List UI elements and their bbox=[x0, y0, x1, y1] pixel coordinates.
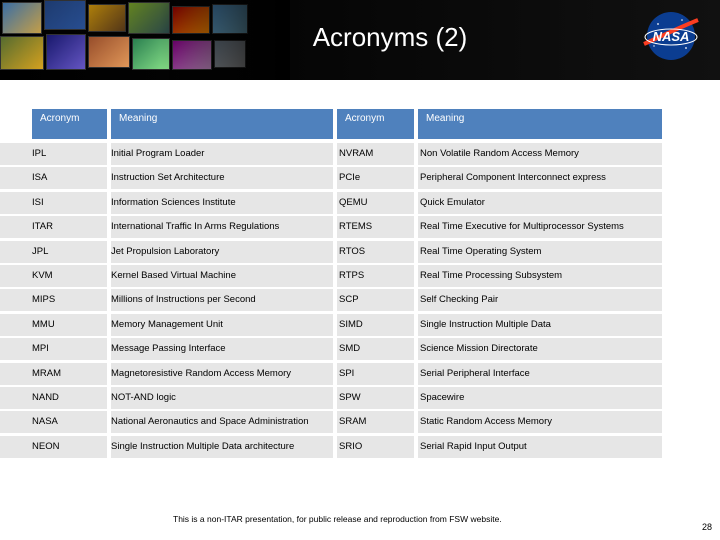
meaning-cell: Information Sciences Institute bbox=[111, 192, 333, 214]
meaning-cell: Spacewire bbox=[418, 387, 662, 409]
acronym-cell: RTPS bbox=[337, 265, 414, 287]
meaning-cell: Real Time Executive for Multiprocessor Systems bbox=[418, 216, 662, 238]
acronym-cell: SCP bbox=[337, 289, 414, 311]
meaning-cell: Magnetoresistive Random Access Memory bbox=[111, 363, 333, 385]
column-header: Meaning bbox=[418, 109, 662, 139]
meaning-cell: Millions of Instructions per Second bbox=[111, 289, 333, 311]
column-header: Acronym bbox=[337, 109, 414, 139]
meaning-cell: Serial Peripheral Interface bbox=[418, 363, 662, 385]
acronym-cell: SMD bbox=[337, 338, 414, 360]
meaning-cell: Single Instruction Multiple Data architecture bbox=[111, 436, 333, 458]
acronym-cell: SRAM bbox=[337, 411, 414, 433]
acronym-cell: QEMU bbox=[337, 192, 414, 214]
acronym-cell: NAND bbox=[0, 387, 107, 409]
meaning-cell: Real Time Operating System bbox=[418, 241, 662, 263]
acronym-cell: KVM bbox=[0, 265, 107, 287]
meaning-cell: Serial Rapid Input Output bbox=[418, 436, 662, 458]
meaning-cell: Message Passing Interface bbox=[111, 338, 333, 360]
acronym-cell: MPI bbox=[0, 338, 107, 360]
meaning-cell: Real Time Processing Subsystem bbox=[418, 265, 662, 287]
page-number: 28 bbox=[702, 522, 713, 532]
page-title: Acronyms (2) bbox=[312, 22, 468, 52]
meaning-cell: Jet Propulsion Laboratory bbox=[111, 241, 333, 263]
header-banner bbox=[0, 0, 720, 80]
meaning-cell: Peripheral Component Interconnect express bbox=[418, 167, 662, 189]
acronym-cell: NASA bbox=[0, 411, 107, 433]
meaning-cell: Science Mission Directorate bbox=[418, 338, 662, 360]
nasa-logo bbox=[640, 10, 702, 62]
acronym-cell: ISI bbox=[0, 192, 107, 214]
image-collage bbox=[0, 0, 290, 80]
meaning-cell: NOT-AND logic bbox=[111, 387, 333, 409]
acronym-cell: MIPS bbox=[0, 289, 107, 311]
meaning-cell: Quick Emulator bbox=[418, 192, 662, 214]
column-header: Meaning bbox=[111, 109, 333, 139]
acronym-cell: MRAM bbox=[0, 363, 107, 385]
acronym-cell: MMU bbox=[0, 314, 107, 336]
acronym-cell: SPW bbox=[337, 387, 414, 409]
column-header: Acronym bbox=[32, 109, 107, 139]
acronym-cell: NEON bbox=[0, 436, 107, 458]
acronym-cell: PCIe bbox=[337, 167, 414, 189]
meaning-cell: International Traffic In Arms Regulations bbox=[111, 216, 333, 238]
acronym-cell: NVRAM bbox=[337, 143, 414, 165]
meaning-cell: National Aeronautics and Space Administration bbox=[111, 411, 333, 433]
acronym-cell: JPL bbox=[0, 241, 107, 263]
meaning-cell: Single Instruction Multiple Data bbox=[418, 314, 662, 336]
meaning-cell: Memory Management Unit bbox=[111, 314, 333, 336]
acronym-cell: SIMD bbox=[337, 314, 414, 336]
acronym-cell: RTEMS bbox=[337, 216, 414, 238]
acronym-cell: SPI bbox=[337, 363, 414, 385]
meaning-cell: Instruction Set Architecture bbox=[111, 167, 333, 189]
meaning-cell: Self Checking Pair bbox=[418, 289, 662, 311]
acronym-cell: IPL bbox=[0, 143, 107, 165]
meaning-cell: Kernel Based Virtual Machine bbox=[111, 265, 333, 287]
acronym-cell: ISA bbox=[0, 167, 107, 189]
meaning-cell: Non Volatile Random Access Memory bbox=[418, 143, 662, 165]
meaning-cell: Initial Program Loader bbox=[111, 143, 333, 165]
footer-note: This is a non-ITAR presentation, for public release and reproduction from FSW website. bbox=[173, 514, 502, 524]
acronym-cell: ITAR bbox=[0, 216, 107, 238]
acronym-cell: SRIO bbox=[337, 436, 414, 458]
meaning-cell: Static Random Access Memory bbox=[418, 411, 662, 433]
acronym-cell: RTOS bbox=[337, 241, 414, 263]
nasa-logo-text: NASA bbox=[652, 29, 690, 44]
